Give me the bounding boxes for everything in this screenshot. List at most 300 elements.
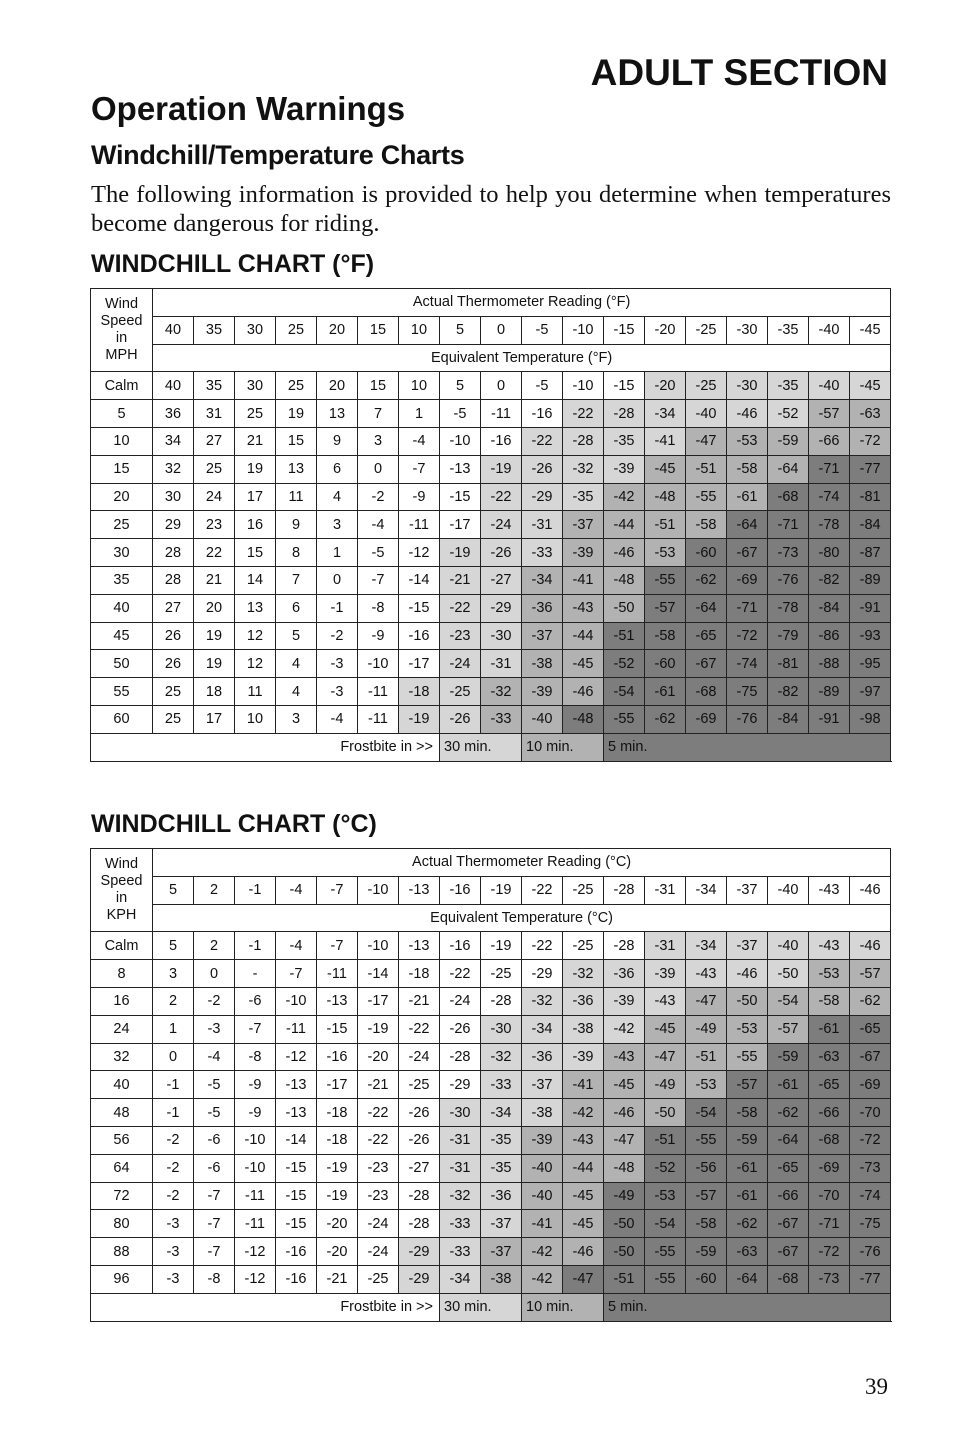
- windchill-cell: -62: [768, 1099, 809, 1127]
- header-row: [91, 849, 891, 877]
- section-title: ADULT SECTION: [590, 52, 888, 93]
- table-row: [91, 594, 891, 622]
- windchill-cell: 6: [317, 455, 358, 483]
- windchill-cell: -10: [276, 987, 317, 1015]
- windchill-cell: -3: [317, 678, 358, 706]
- windchill-cell: -22: [522, 932, 563, 960]
- frostbite-5-min: 5 min.: [604, 1293, 891, 1321]
- temperature-header-cell: -40: [768, 876, 809, 904]
- table-row: [91, 1210, 891, 1238]
- windchill-cell: 25: [153, 705, 194, 733]
- windchill-cell: -60: [645, 650, 686, 678]
- windchill-cell: -4: [276, 932, 317, 960]
- windchill-cell: -17: [358, 987, 399, 1015]
- windchill-cell: -28: [563, 427, 604, 455]
- windchill-cell: 14: [235, 566, 276, 594]
- windchill-cell: -10: [440, 427, 481, 455]
- windchill-cell: -42: [522, 1238, 563, 1266]
- windchill-cell: 19: [194, 650, 235, 678]
- windchill-cell: -89: [850, 566, 891, 594]
- windchill-cell: -38: [481, 1265, 522, 1293]
- windchill-cell: 9: [317, 427, 358, 455]
- windchill-cell: -29: [522, 960, 563, 988]
- windchill-cell: -64: [768, 1126, 809, 1154]
- windchill-cell: -30: [481, 1015, 522, 1043]
- windchill-cell: 13: [235, 594, 276, 622]
- windchill-cell: -37: [522, 622, 563, 650]
- temperature-header-cell: -19: [481, 876, 522, 904]
- windchill-cell: -63: [850, 400, 891, 428]
- frostbite-row: [91, 733, 891, 761]
- windchill-cell: -34: [522, 1015, 563, 1043]
- windchill-cell: -39: [522, 678, 563, 706]
- windchill-cell: -3: [317, 650, 358, 678]
- windchill-cell: -42: [604, 1015, 645, 1043]
- windchill-cell: -32: [481, 678, 522, 706]
- windchill-cell: -34: [686, 932, 727, 960]
- wind-speed-cell: 88: [91, 1238, 153, 1266]
- table-row: [91, 455, 891, 483]
- windchill-cell: -14: [399, 566, 440, 594]
- frostbite-label: Frostbite in >>: [91, 1293, 440, 1321]
- windchill-cell: -37: [481, 1210, 522, 1238]
- windchill-cell: -22: [481, 483, 522, 511]
- windchill-cell: -66: [809, 1099, 850, 1127]
- windchill-cell: 30: [153, 483, 194, 511]
- windchill-cell: -98: [850, 705, 891, 733]
- windchill-cell: -53: [809, 960, 850, 988]
- windchill-cell: -20: [358, 1043, 399, 1071]
- windchill-cell: -45: [604, 1071, 645, 1099]
- windchill-cell: -10: [563, 372, 604, 400]
- windchill-cell: -80: [809, 539, 850, 567]
- windchill-cell: -73: [850, 1154, 891, 1182]
- windchill-cell: -65: [768, 1154, 809, 1182]
- windchill-cell: -7: [358, 566, 399, 594]
- table-row: [91, 1126, 891, 1154]
- windchill-cell: -20: [317, 1238, 358, 1266]
- windchill-cell: 22: [194, 539, 235, 567]
- temperature-header-cell: 2: [194, 876, 235, 904]
- windchill-cell: -74: [809, 483, 850, 511]
- windchill-cell: -12: [235, 1265, 276, 1293]
- equivalent-temperature-label: Equivalent Temperature (°F): [153, 344, 891, 372]
- windchill-cell: -46: [727, 960, 768, 988]
- temperature-header-cell: -20: [645, 316, 686, 344]
- windchill-cell: 8: [276, 539, 317, 567]
- windchill-cell: -15: [276, 1154, 317, 1182]
- temperature-header-cell: 5: [153, 876, 194, 904]
- table-row: [91, 1182, 891, 1210]
- windchill-cell: -95: [850, 650, 891, 678]
- windchill-cell: -32: [563, 960, 604, 988]
- windchill-cell: -91: [809, 705, 850, 733]
- windchill-cell: -29: [399, 1238, 440, 1266]
- windchill-cell: -52: [604, 650, 645, 678]
- temperature-header-cell: 15: [358, 316, 399, 344]
- windchill-cell: -58: [809, 987, 850, 1015]
- windchill-cell: -19: [317, 1154, 358, 1182]
- windchill-cell: -45: [563, 650, 604, 678]
- windchill-cell: 27: [194, 427, 235, 455]
- windchill-cell: -21: [317, 1265, 358, 1293]
- windchill-cell: -68: [686, 678, 727, 706]
- windchill-cell: -28: [440, 1043, 481, 1071]
- temperature-header-cell: -15: [604, 316, 645, 344]
- windchill-cell: -26: [522, 455, 563, 483]
- windchill-cell: -25: [686, 372, 727, 400]
- windchill-cell: -43: [563, 1126, 604, 1154]
- windchill-cell: -7: [235, 1015, 276, 1043]
- windchill-cell: -67: [850, 1043, 891, 1071]
- windchill-cell: -53: [686, 1071, 727, 1099]
- temperature-header-cell: -16: [440, 876, 481, 904]
- windchill-cell: -21: [358, 1071, 399, 1099]
- windchill-cell: 25: [235, 400, 276, 428]
- windchill-cell: -79: [768, 622, 809, 650]
- windchill-cell: -25: [481, 960, 522, 988]
- windchill-cell: -72: [727, 622, 768, 650]
- windchill-cell: -20: [645, 372, 686, 400]
- windchill-cell: -43: [604, 1043, 645, 1071]
- frostbite-30-min: 30 min.: [440, 1293, 522, 1321]
- windchill-cell: -10: [358, 932, 399, 960]
- windchill-cell: -18: [399, 960, 440, 988]
- table-row: [91, 1265, 891, 1293]
- windchill-cell: -2: [153, 1126, 194, 1154]
- windchill-cell: 0: [317, 566, 358, 594]
- windchill-cell: -68: [768, 483, 809, 511]
- windchill-cell: -55: [645, 1238, 686, 1266]
- windchill-cell: -50: [604, 594, 645, 622]
- wind-speed-cell: 55: [91, 678, 153, 706]
- windchill-cell: -68: [809, 1126, 850, 1154]
- windchill-cell: -49: [686, 1015, 727, 1043]
- windchill-cell: -5: [522, 372, 563, 400]
- windchill-cell: -67: [727, 539, 768, 567]
- wind-speed-cell: Calm: [91, 932, 153, 960]
- windchill-table-fahrenheit: [90, 288, 891, 762]
- windchill-cell: -25: [563, 932, 604, 960]
- windchill-cell: -78: [768, 594, 809, 622]
- windchill-cell: -3: [153, 1210, 194, 1238]
- windchill-cell: -66: [768, 1182, 809, 1210]
- windchill-cell: -49: [645, 1071, 686, 1099]
- windchill-cell: -7: [317, 932, 358, 960]
- windchill-cell: -40: [522, 705, 563, 733]
- windchill-cell: 3: [358, 427, 399, 455]
- windchill-cell: 21: [235, 427, 276, 455]
- windchill-cell: -34: [645, 400, 686, 428]
- windchill-cell: -23: [440, 622, 481, 650]
- windchill-cell: -77: [850, 1265, 891, 1293]
- windchill-cell: -87: [850, 539, 891, 567]
- windchill-cell: -51: [686, 1043, 727, 1071]
- windchill-cell: -71: [768, 511, 809, 539]
- windchill-cell: -57: [809, 400, 850, 428]
- windchill-cell: -35: [563, 483, 604, 511]
- windchill-cell: -5: [194, 1099, 235, 1127]
- table-row: [91, 1238, 891, 1266]
- windchill-cell: -72: [809, 1238, 850, 1266]
- windchill-cell: -2: [358, 483, 399, 511]
- temperature-header-cell: 10: [399, 316, 440, 344]
- windchill-cell: 12: [235, 622, 276, 650]
- wind-speed-header: [91, 849, 153, 932]
- wind-speed-cell: 64: [91, 1154, 153, 1182]
- windchill-cell: -50: [604, 1210, 645, 1238]
- temperature-header-cell: 0: [481, 316, 522, 344]
- temperature-header-row: [91, 876, 891, 904]
- actual-reading-label: Actual Thermometer Reading (°F): [153, 289, 891, 317]
- windchill-cell: -28: [604, 932, 645, 960]
- windchill-cell: -71: [727, 594, 768, 622]
- windchill-cell: -70: [809, 1182, 850, 1210]
- windchill-cell: -36: [481, 1182, 522, 1210]
- windchill-cell: -81: [850, 483, 891, 511]
- chart-title-celsius: WINDCHILL CHART (°C): [91, 810, 377, 838]
- windchill-cell: -15: [317, 1015, 358, 1043]
- windchill-cell: -18: [317, 1126, 358, 1154]
- windchill-cell: 11: [235, 678, 276, 706]
- windchill-cell: -32: [440, 1182, 481, 1210]
- table-row: [91, 511, 891, 539]
- windchill-cell: -36: [522, 594, 563, 622]
- windchill-cell: -33: [481, 705, 522, 733]
- windchill-cell: -27: [481, 566, 522, 594]
- temperature-header-cell: -10: [563, 316, 604, 344]
- windchill-cell: -48: [645, 483, 686, 511]
- windchill-cell: -13: [399, 932, 440, 960]
- windchill-cell: -35: [481, 1126, 522, 1154]
- windchill-cell: -22: [522, 427, 563, 455]
- windchill-cell: -32: [563, 455, 604, 483]
- page-subtitle: Windchill/Temperature Charts: [91, 140, 465, 170]
- windchill-cell: 9: [276, 511, 317, 539]
- windchill-cell: 0: [358, 455, 399, 483]
- windchill-cell: 26: [153, 650, 194, 678]
- windchill-cell: -76: [768, 566, 809, 594]
- windchill-cell: -4: [194, 1043, 235, 1071]
- frostbite-30-min: 30 min.: [440, 733, 522, 761]
- windchill-cell: -91: [850, 594, 891, 622]
- wind-speed-header-line: Wind: [104, 856, 139, 873]
- windchill-cell: -58: [727, 455, 768, 483]
- windchill-cell: -74: [727, 650, 768, 678]
- windchill-cell: -11: [481, 400, 522, 428]
- windchill-cell: 21: [194, 566, 235, 594]
- windchill-cell: -38: [563, 1015, 604, 1043]
- temperature-header-cell: -13: [399, 876, 440, 904]
- windchill-cell: -22: [399, 1015, 440, 1043]
- windchill-cell: -39: [604, 987, 645, 1015]
- wind-speed-header-line: KPH: [106, 907, 137, 924]
- windchill-cell: -12: [276, 1043, 317, 1071]
- windchill-cell: 3: [276, 705, 317, 733]
- windchill-cell: -22: [440, 594, 481, 622]
- windchill-cell: -52: [768, 400, 809, 428]
- windchill-cell: -47: [604, 1126, 645, 1154]
- temperature-header-cell: -45: [850, 316, 891, 344]
- wind-speed-header-line: Speed: [100, 873, 143, 890]
- table-row: [91, 622, 891, 650]
- windchill-cell: -47: [645, 1043, 686, 1071]
- windchill-cell: -4: [399, 427, 440, 455]
- windchill-cell: -28: [481, 987, 522, 1015]
- temperature-header-cell: -35: [768, 316, 809, 344]
- windchill-cell: -6: [235, 987, 276, 1015]
- windchill-cell: -26: [440, 1015, 481, 1043]
- windchill-cell: -71: [809, 1210, 850, 1238]
- windchill-cell: -58: [686, 511, 727, 539]
- windchill-cell: -28: [399, 1210, 440, 1238]
- windchill-cell: -58: [645, 622, 686, 650]
- windchill-cell: -17: [399, 650, 440, 678]
- windchill-cell: -19: [317, 1182, 358, 1210]
- windchill-cell: 10: [235, 705, 276, 733]
- actual-reading-label: Actual Thermometer Reading (°C): [153, 849, 891, 877]
- windchill-cell: 13: [317, 400, 358, 428]
- windchill-cell: -60: [686, 1265, 727, 1293]
- frostbite-10-min: 10 min.: [522, 733, 604, 761]
- windchill-cell: -54: [604, 678, 645, 706]
- windchill-cell: -16: [399, 622, 440, 650]
- windchill-cell: -55: [645, 1265, 686, 1293]
- table-row: [91, 650, 891, 678]
- windchill-cell: -19: [440, 539, 481, 567]
- windchill-cell: -44: [563, 622, 604, 650]
- windchill-cell: -86: [809, 622, 850, 650]
- windchill-cell: -19: [481, 932, 522, 960]
- windchill-cell: -42: [563, 1099, 604, 1127]
- windchill-cell: -48: [604, 566, 645, 594]
- windchill-cell: -69: [686, 705, 727, 733]
- windchill-cell: 0: [153, 1043, 194, 1071]
- temperature-header-cell: 30: [235, 316, 276, 344]
- windchill-cell: 25: [194, 455, 235, 483]
- windchill-cell: -45: [645, 1015, 686, 1043]
- windchill-cell: 4: [317, 483, 358, 511]
- windchill-cell: -9: [358, 622, 399, 650]
- table-row: [91, 427, 891, 455]
- windchill-cell: -45: [563, 1210, 604, 1238]
- windchill-cell: -53: [645, 539, 686, 567]
- windchill-cell: -25: [358, 1265, 399, 1293]
- windchill-cell: -52: [645, 1154, 686, 1182]
- windchill-cell: -46: [850, 932, 891, 960]
- windchill-cell: -33: [481, 1071, 522, 1099]
- windchill-cell: 2: [194, 932, 235, 960]
- wind-speed-header-line: in: [115, 330, 128, 347]
- windchill-cell: -39: [563, 1043, 604, 1071]
- wind-speed-cell: 72: [91, 1182, 153, 1210]
- table-row: [91, 400, 891, 428]
- windchill-cell: -72: [850, 427, 891, 455]
- windchill-cell: -42: [604, 483, 645, 511]
- windchill-cell: 16: [235, 511, 276, 539]
- wind-speed-cell: 48: [91, 1099, 153, 1127]
- windchill-cell: -11: [235, 1182, 276, 1210]
- wind-speed-cell: 16: [91, 987, 153, 1015]
- windchill-cell: -39: [522, 1126, 563, 1154]
- windchill-cell: -30: [440, 1099, 481, 1127]
- windchill-cell: 10: [399, 372, 440, 400]
- windchill-cell: -46: [727, 400, 768, 428]
- windchill-cell: -34: [440, 1265, 481, 1293]
- windchill-cell: 18: [194, 678, 235, 706]
- windchill-cell: 2: [153, 987, 194, 1015]
- windchill-cell: -39: [563, 539, 604, 567]
- windchill-cell: -55: [727, 1043, 768, 1071]
- windchill-cell: -69: [727, 566, 768, 594]
- windchill-cell: -24: [440, 650, 481, 678]
- windchill-cell: -9: [399, 483, 440, 511]
- windchill-cell: -36: [604, 960, 645, 988]
- windchill-cell: -15: [399, 594, 440, 622]
- windchill-cell: -2: [153, 1182, 194, 1210]
- windchill-cell: -13: [276, 1071, 317, 1099]
- windchill-cell: -48: [563, 705, 604, 733]
- windchill-cell: -57: [768, 1015, 809, 1043]
- windchill-cell: -65: [686, 622, 727, 650]
- windchill-cell: -54: [686, 1099, 727, 1127]
- table-row: [91, 932, 891, 960]
- table-row: [91, 678, 891, 706]
- windchill-cell: -69: [850, 1071, 891, 1099]
- windchill-cell: -46: [563, 678, 604, 706]
- windchill-cell: 7: [276, 566, 317, 594]
- windchill-cell: -84: [768, 705, 809, 733]
- table-row: [91, 1099, 891, 1127]
- windchill-cell: -40: [768, 932, 809, 960]
- table-row: [91, 1015, 891, 1043]
- windchill-cell: 32: [153, 455, 194, 483]
- windchill-cell: -38: [522, 1099, 563, 1127]
- windchill-cell: -29: [440, 1071, 481, 1099]
- windchill-cell: 28: [153, 566, 194, 594]
- windchill-cell: -11: [276, 1015, 317, 1043]
- windchill-cell: -51: [604, 622, 645, 650]
- windchill-cell: -71: [809, 455, 850, 483]
- windchill-cell: -63: [727, 1238, 768, 1266]
- windchill-cell: -62: [727, 1210, 768, 1238]
- windchill-cell: -8: [358, 594, 399, 622]
- windchill-cell: -34: [481, 1099, 522, 1127]
- wind-speed-cell: 10: [91, 427, 153, 455]
- windchill-cell: -67: [768, 1210, 809, 1238]
- windchill-cell: -40: [522, 1182, 563, 1210]
- windchill-cell: -23: [358, 1154, 399, 1182]
- wind-speed-cell: 20: [91, 483, 153, 511]
- windchill-cell: -51: [645, 1126, 686, 1154]
- windchill-cell: 1: [153, 1015, 194, 1043]
- windchill-cell: -93: [850, 622, 891, 650]
- windchill-cell: -29: [481, 594, 522, 622]
- windchill-cell: -10: [235, 1126, 276, 1154]
- windchill-cell: -12: [399, 539, 440, 567]
- windchill-cell: -19: [399, 705, 440, 733]
- windchill-cell: -61: [727, 1154, 768, 1182]
- windchill-cell: -75: [850, 1210, 891, 1238]
- windchill-cell: -22: [358, 1099, 399, 1127]
- wind-speed-header-line: Wind: [104, 296, 139, 313]
- windchill-cell: -55: [604, 705, 645, 733]
- windchill-cell: -25: [440, 678, 481, 706]
- windchill-cell: -7: [399, 455, 440, 483]
- windchill-cell: -7: [194, 1182, 235, 1210]
- windchill-cell: -44: [563, 1154, 604, 1182]
- windchill-cell: -6: [194, 1126, 235, 1154]
